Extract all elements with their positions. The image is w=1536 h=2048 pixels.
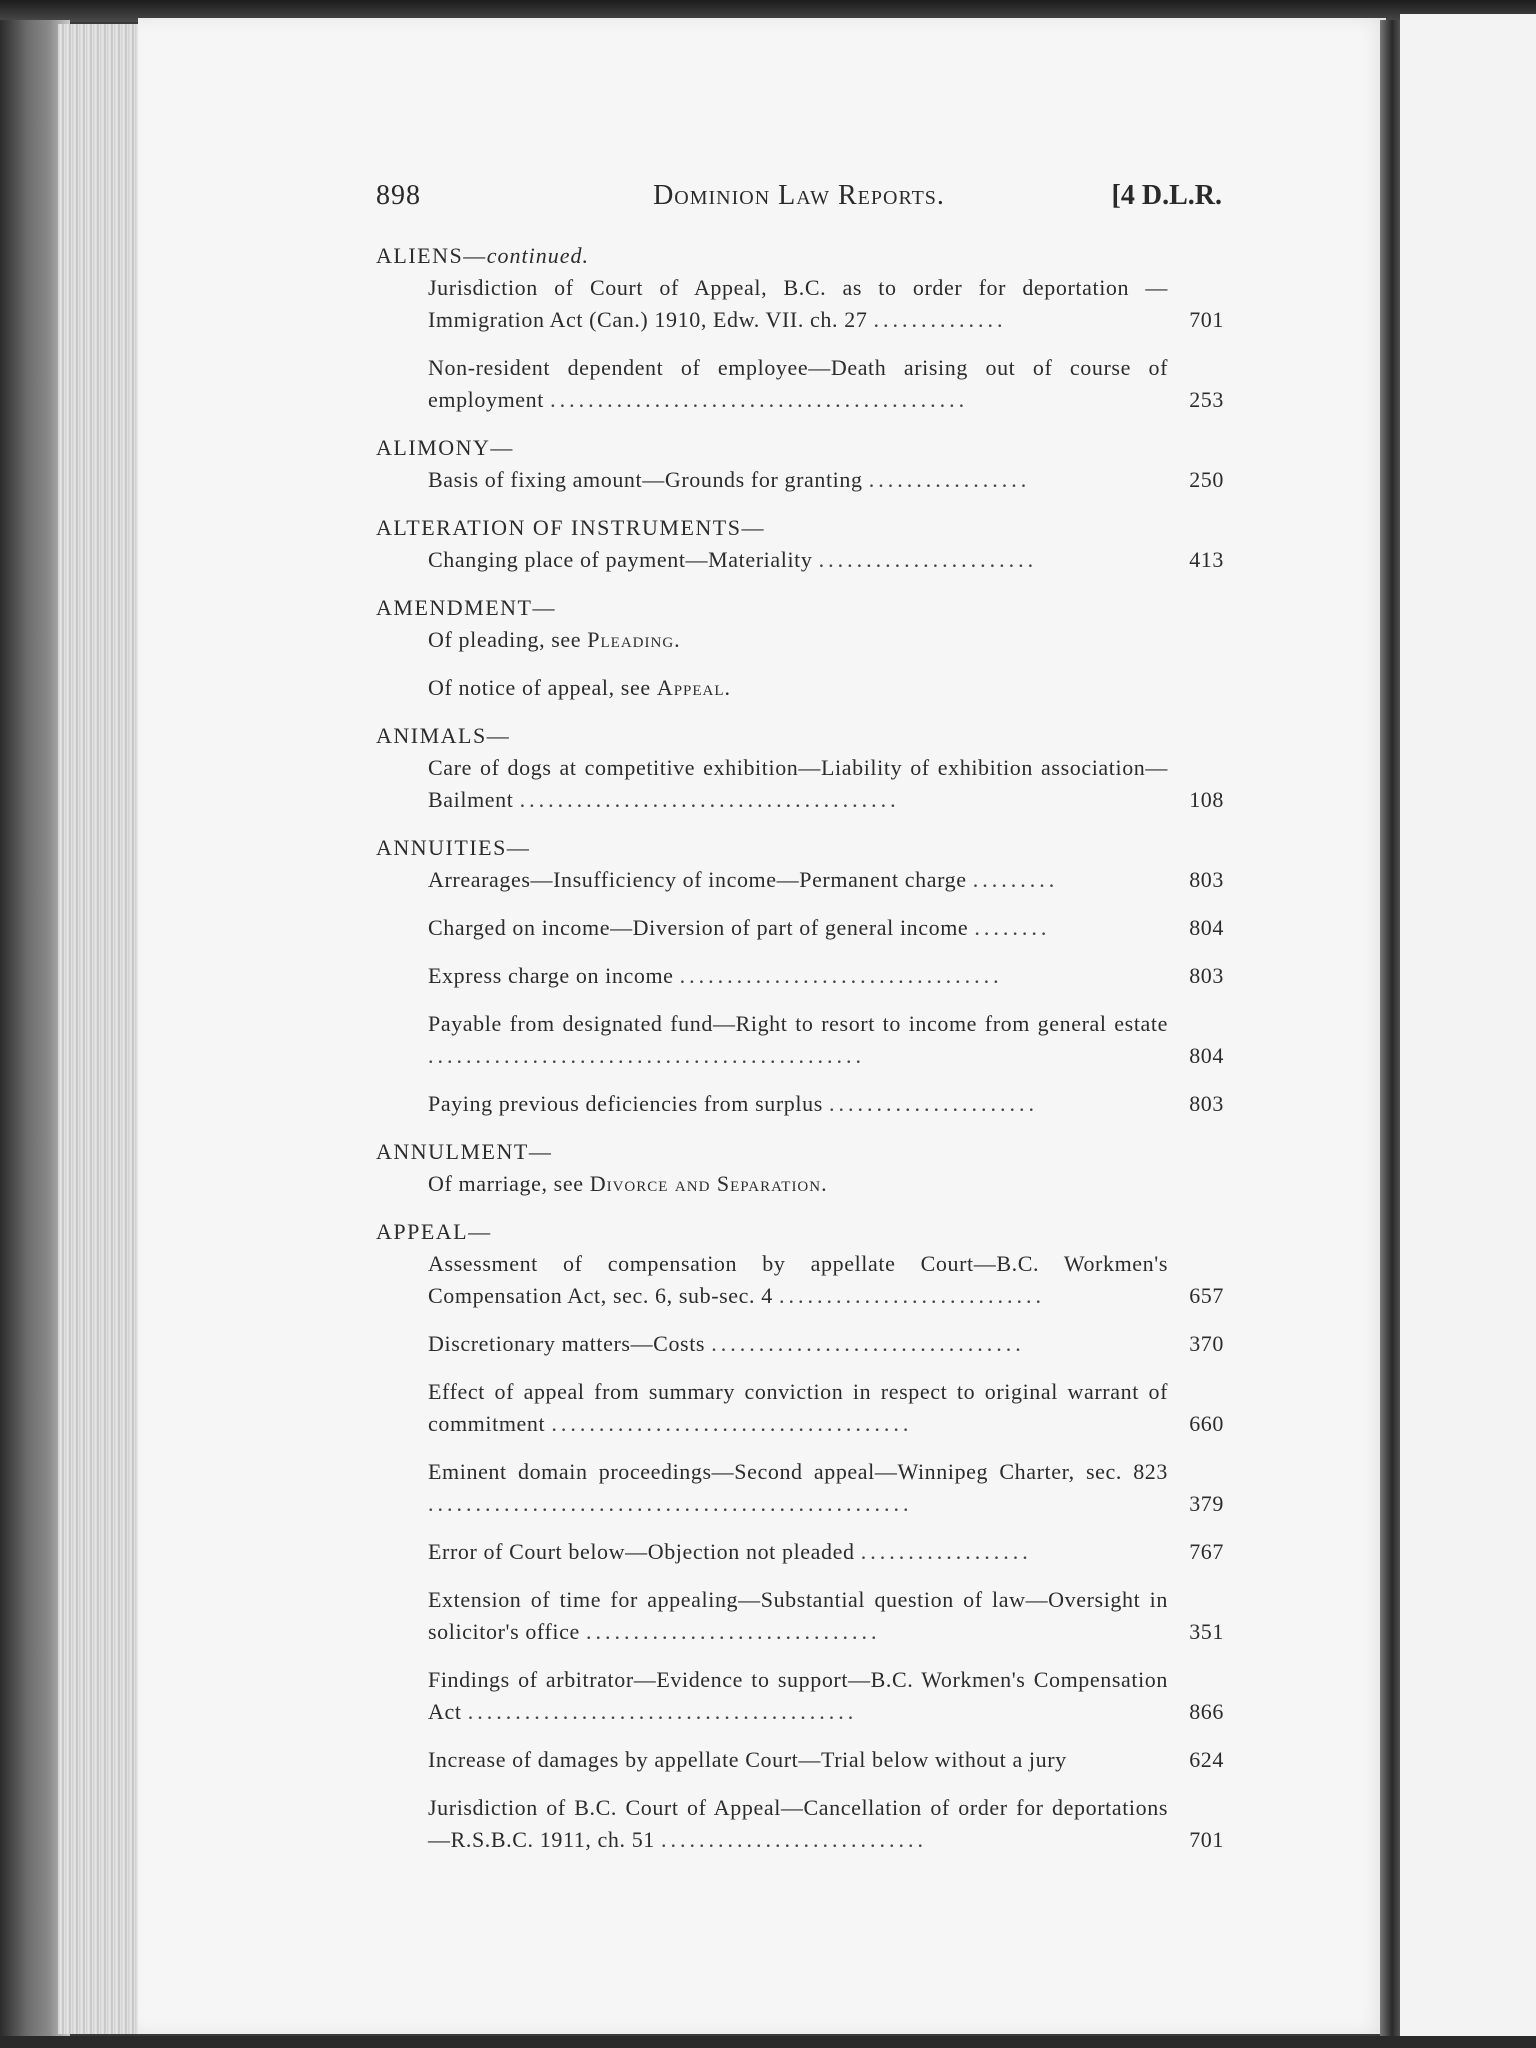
index-heading <box>376 832 1224 864</box>
entry-text <box>428 912 1224 944</box>
entry-text-body: Extension of time for appealing—Substantial question of law—Oversight in solicitor's office <box>428 1587 1168 1644</box>
entry-text <box>428 1584 1224 1648</box>
entry-text-body: Of notice of appeal, see <box>428 675 651 700</box>
entry-page-ref: 624 <box>1189 1747 1224 1772</box>
entry-text <box>428 1088 1224 1120</box>
index-entry <box>428 672 1224 704</box>
entry-leader-dots: ......................................... <box>467 1699 858 1724</box>
entry-text-body: Charged on income—Diversion of part of general income <box>428 915 969 940</box>
index-entry <box>428 1792 1224 1856</box>
entry-see-reference: Appeal. <box>656 675 732 700</box>
entry-text-body: Discretionary matters—Costs <box>428 1331 706 1356</box>
heading-continued: continued. <box>486 243 589 268</box>
entry-text <box>428 624 1224 656</box>
entry-leader-dots: ...................................... <box>551 1411 913 1436</box>
scan-bottom-shadow <box>0 2036 1536 2048</box>
entry-text <box>428 1456 1224 1520</box>
entry-text <box>428 1664 1224 1728</box>
entry-leader-dots: .................................. <box>679 963 1003 988</box>
page-stack-edges <box>58 24 142 2034</box>
entry-page-ref: 379 <box>1189 1491 1224 1516</box>
entry-see-reference: Divorce and Separation. <box>589 1171 828 1196</box>
entry-page-ref: 803 <box>1189 1091 1224 1116</box>
entry-leader-dots: ........................................ <box>519 787 900 812</box>
entry-see-reference: Pleading. <box>587 627 681 652</box>
heading-label: ANNUITIES— <box>376 835 531 860</box>
entry-leader-dots: ............................................ <box>550 387 969 412</box>
entry-leader-dots: ................................................... <box>428 1491 913 1516</box>
entry-page-ref: 767 <box>1189 1539 1224 1564</box>
entry-page-ref: 253 <box>1189 387 1224 412</box>
index-entry <box>428 352 1224 416</box>
heading-label: ALIMONY— <box>376 435 514 460</box>
index-entry <box>428 960 1224 992</box>
entry-text-body: Payable from designated fund—Right to resort to income from general estate <box>428 1011 1168 1036</box>
entry-text-body: Jurisdiction of Court of Appeal, B.C. as to order for deportation —Immigration Act (Can.) 1910, Edw. VII. ch. 27 <box>428 275 1168 332</box>
entry-text <box>428 1744 1224 1776</box>
index-heading <box>376 720 1224 752</box>
index-entry <box>428 1536 1224 1568</box>
entry-page-ref: 657 <box>1189 1283 1224 1308</box>
index-entry <box>428 624 1224 656</box>
entry-page-ref: 370 <box>1189 1331 1224 1356</box>
entry-text <box>428 864 1224 896</box>
facing-page <box>1400 14 1536 2048</box>
entry-page-ref: 108 <box>1189 787 1224 812</box>
volume-label: [4 D.L.R. <box>1111 180 1222 211</box>
index-entry <box>428 464 1224 496</box>
entry-page-ref: 803 <box>1189 867 1224 892</box>
entry-page-ref: 701 <box>1189 1827 1224 1852</box>
entry-page-ref: 803 <box>1189 963 1224 988</box>
entry-leader-dots: ................................. <box>711 1331 1025 1356</box>
entry-text-body: Non-resident dependent of employee—Death arising out of course of employment <box>428 355 1168 412</box>
index-entry <box>428 1584 1224 1648</box>
entry-text <box>428 752 1224 816</box>
index-entry <box>428 752 1224 816</box>
entry-page-ref: 804 <box>1189 1043 1224 1068</box>
index-entry <box>428 1664 1224 1728</box>
entry-text <box>428 960 1224 992</box>
index-entry <box>428 1008 1224 1072</box>
index-entry <box>428 1376 1224 1440</box>
entry-leader-dots: ............................ <box>778 1283 1045 1308</box>
index-entry <box>428 1328 1224 1360</box>
entry-text <box>428 1792 1224 1856</box>
entry-text <box>428 1536 1224 1568</box>
entry-text-body: Express charge on income <box>428 963 674 988</box>
entry-text <box>428 464 1224 496</box>
entry-text-body: Error of Court below—Objection not pleaded <box>428 1539 855 1564</box>
heading-label: AMENDMENT— <box>376 595 556 620</box>
entry-text-body: Findings of arbitrator—Evidence to support—B.C. Workmen's Compensation Act <box>428 1667 1168 1724</box>
running-header <box>376 180 1222 220</box>
book-gutter <box>1380 20 1402 2040</box>
heading-label: ALTERATION OF INSTRUMENTS— <box>376 515 765 540</box>
entry-text-body: Care of dogs at competitive exhibition—Liability of exhibition association—Bailment <box>428 755 1168 812</box>
entry-text <box>428 1328 1224 1360</box>
index-heading <box>376 240 1224 272</box>
entry-page-ref: 413 <box>1189 547 1224 572</box>
entry-page-ref: 660 <box>1189 1411 1224 1436</box>
index-entry <box>428 1456 1224 1520</box>
entry-text <box>428 544 1224 576</box>
entry-text-body: Arrearages—Insufficiency of income—Permanent charge <box>428 867 967 892</box>
heading-label: APPEAL— <box>376 1219 492 1244</box>
entry-leader-dots: .............. <box>873 307 1007 332</box>
heading-label: ANIMALS— <box>376 723 511 748</box>
entry-text-body: Jurisdiction of B.C. Court of Appeal—Cancellation of order for deportations—R.S.B.C. 1911, ch. 51 <box>428 1795 1168 1852</box>
index-entry <box>428 864 1224 896</box>
index-entry <box>428 1088 1224 1120</box>
index-entry <box>428 1168 1224 1200</box>
entry-text <box>428 272 1224 336</box>
entry-text-body: Eminent domain proceedings—Second appeal—Winnipeg Charter, sec. 823 <box>428 1459 1168 1484</box>
index-entry <box>428 272 1224 336</box>
index-heading <box>376 432 1224 464</box>
entry-leader-dots: .................. <box>860 1539 1032 1564</box>
entry-leader-dots: ........ <box>974 915 1051 940</box>
entry-leader-dots: ................. <box>868 467 1031 492</box>
index-entry <box>428 1248 1224 1312</box>
entry-text-body: Of marriage, see <box>428 1171 584 1196</box>
entry-text <box>428 352 1224 416</box>
entry-page-ref: 351 <box>1189 1619 1224 1644</box>
index-content <box>376 240 1224 1872</box>
index-entry <box>428 912 1224 944</box>
entry-leader-dots: ............................ <box>661 1827 928 1852</box>
index-heading <box>376 1136 1224 1168</box>
entry-page-ref: 804 <box>1189 915 1224 940</box>
page-number: 898 <box>376 180 421 211</box>
entry-text <box>428 1168 1224 1200</box>
entry-text <box>428 1248 1224 1312</box>
entry-text-body: Changing place of payment—Materiality <box>428 547 813 572</box>
entry-text-body: Of pleading, see <box>428 627 582 652</box>
entry-page-ref: 701 <box>1189 307 1224 332</box>
publication-title: Dominion Law Reports. <box>653 180 945 211</box>
entry-text <box>428 1008 1224 1072</box>
entry-text-body: Basis of fixing amount—Grounds for granting <box>428 467 863 492</box>
entry-page-ref: 866 <box>1189 1699 1224 1724</box>
entry-text-body: Paying previous deficiencies from surplus <box>428 1091 823 1116</box>
heading-label: ALIENS— <box>376 243 487 268</box>
heading-label: ANNULMENT— <box>376 1139 553 1164</box>
entry-leader-dots: ............................... <box>585 1619 881 1644</box>
entry-leader-dots: ....................... <box>818 547 1038 572</box>
entry-leader-dots: ...................... <box>828 1091 1038 1116</box>
entry-text-body: Effect of appeal from summary conviction in respect to original warrant of commitment <box>428 1379 1168 1436</box>
index-heading <box>376 512 1224 544</box>
entry-text <box>428 672 1224 704</box>
index-entry <box>428 1744 1224 1776</box>
index-entry <box>428 544 1224 576</box>
entry-leader-dots: ......... <box>972 867 1059 892</box>
index-heading <box>376 592 1224 624</box>
entry-page-ref: 250 <box>1189 467 1224 492</box>
entry-leader-dots: .............................................. <box>428 1043 865 1068</box>
index-heading <box>376 1216 1224 1248</box>
entry-text <box>428 1376 1224 1440</box>
entry-text-body: Increase of damages by appellate Court—Trial below without a jury <box>428 1747 1067 1772</box>
entry-text-body: Assessment of compensation by appellate Court—B.C. Workmen's Compensation Act, sec. 6, sub-sec. 4 <box>428 1251 1168 1308</box>
